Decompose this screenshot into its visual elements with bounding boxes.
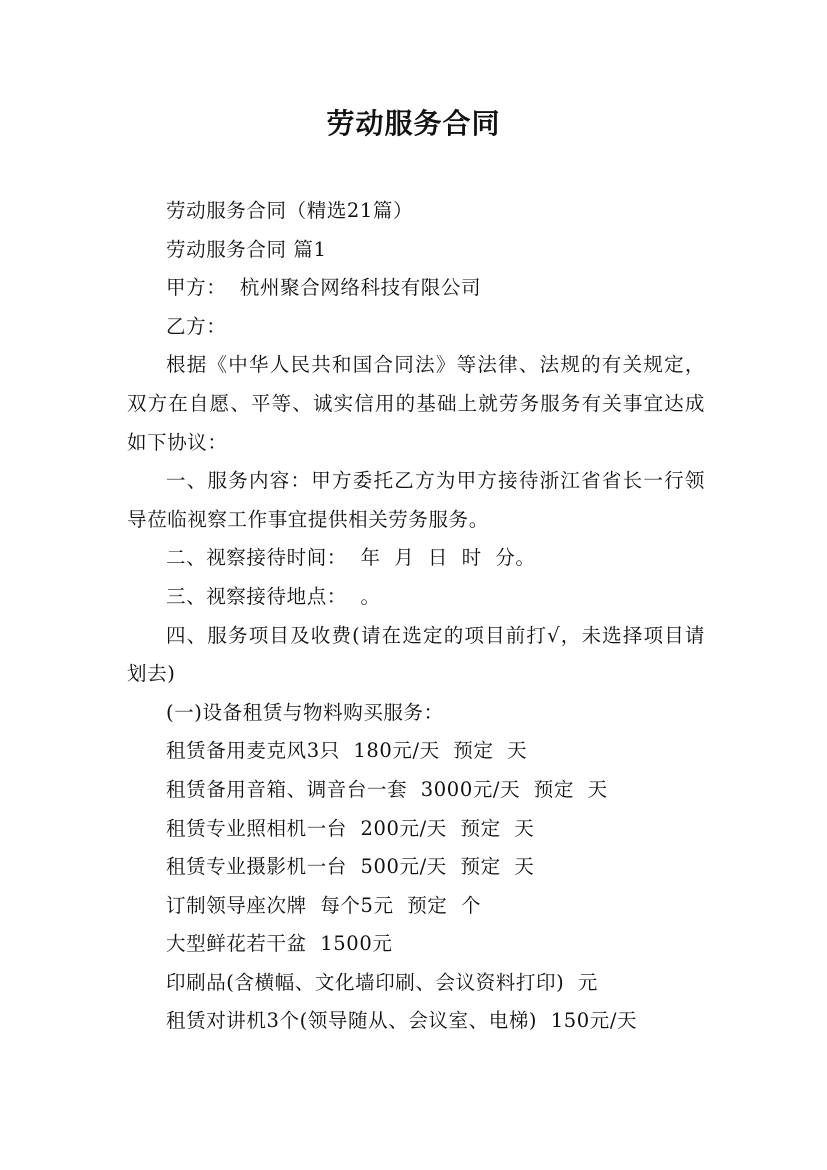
paragraph-clause-1: 一、服务内容：甲方委托乙方为甲方接待浙江省省长一行领导莅临视察工作事宜提供相关劳务服务。 <box>127 469 705 531</box>
document-title: 劳动服务合同 <box>326 107 501 140</box>
service-item: 大型鲜花若干盆 1500元 <box>166 932 393 956</box>
paragraph-section-heading: 劳动服务合同 篇1 <box>166 237 327 261</box>
service-item: 租赁备用麦克风3只 180元/天 预定 天 <box>166 739 528 763</box>
service-item: 租赁备用音箱、调音台一套 3000元/天 预定 天 <box>166 777 608 801</box>
paragraph-subsection-1: (一)设备租赁与物料购买服务： <box>166 700 444 724</box>
service-item: 租赁专业照相机一台 200元/天 预定 天 <box>166 816 535 840</box>
paragraph-clause-4: 四、服务项目及收费(请在选定的项目前打√，未选择项目请划去) <box>127 623 705 686</box>
paragraph-party-b: 乙方： <box>166 314 227 338</box>
service-item: 租赁专业摄影机一台 500元/天 预定 天 <box>166 855 535 879</box>
document-body <box>127 192 705 1041</box>
paragraph-party-a: 甲方： 杭州聚合网络科技有限公司 <box>166 276 482 300</box>
paragraph-clause-2: 二、视察接待时间： 年 月 日 时 分。 <box>166 546 536 570</box>
service-item: 印刷品(含横幅、文化墙印刷、会议资料打印) 元 <box>166 970 599 994</box>
paragraph-preamble: 根据《中华人民共和国合同法》等法律、法规的有关规定，双方在自愿、平等、诚实信用的基础上就劳务服务有关事宜达成如下协议： <box>127 353 705 454</box>
paragraph-subtitle: 劳动服务合同（精选21篇） <box>166 199 414 222</box>
paragraph-clause-3: 三、视察接待地点： 。 <box>166 584 381 608</box>
service-item: 订制领导座次牌 每个5元 预定 个 <box>166 893 482 917</box>
service-item: 租赁对讲机3个(领导随从、会议室、电梯) 150元/天 <box>166 1009 638 1033</box>
